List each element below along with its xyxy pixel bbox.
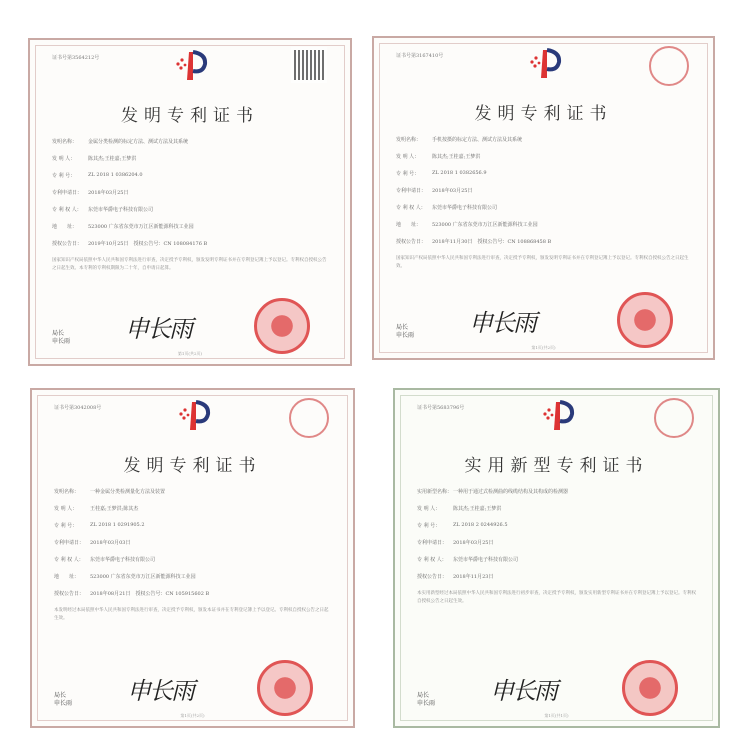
official-seal-icon	[622, 660, 678, 716]
field-value: 2018年08月21日 授权公告号：CN 105915602 B	[90, 591, 210, 597]
signatory-name: 申长雨	[417, 700, 436, 707]
seal-stamp-icon	[654, 398, 694, 438]
field-value: 一种金属分类检测量化方法及装置	[90, 489, 166, 495]
field-value: 东莞市华爵电子科技有限公司	[90, 557, 156, 563]
certificate-text: 本实用新型经过本局依照中华人民共和国专利法进行初步审查，决定授予专利权，颁发实用新型专利证书并在专利登记簿上予以登记。专利权自授权公告之日起生效。	[417, 591, 696, 604]
field-value: ZL 2018 2 0244926.5	[453, 522, 508, 528]
certificate-text: 本发明经过本局依照中华人民共和国专利法进行审查，决定授予专利权，颁发本证书并在专利登记簿上予以登记。专利权自授权公告之日起生效。	[54, 608, 329, 621]
signatory	[396, 324, 414, 340]
signatory-title: 局长	[417, 692, 430, 699]
certificate-text: 国家知识产权局依照中华人民共和国专利法进行审查，决定授予专利权，颁发发明专利证书并在专利登记簿上予以登记。专利权自授权公告之日起生效。本专利的专利权期限为二十年，自申请日起算。	[52, 258, 327, 271]
certificate-field	[396, 153, 691, 160]
signatory-name: 申长雨	[52, 338, 71, 345]
handwritten-signature: 申长雨	[125, 315, 191, 343]
certificate-field	[52, 206, 328, 213]
page-footer: 第1页(共2页)	[177, 351, 203, 356]
field-label: 专 利 号：	[396, 171, 420, 177]
field-label: 发明名称：	[52, 139, 78, 145]
certificate-field	[54, 539, 331, 546]
field-label: 专利申请日：	[54, 540, 85, 546]
field-label: 地 址：	[52, 224, 78, 230]
certificate-field	[52, 189, 328, 196]
patent-office-logo-icon	[175, 398, 211, 432]
certificate-title: 发明专利证书	[121, 106, 259, 126]
signatory	[54, 692, 72, 708]
page-footer: 第1页(共1页)	[544, 713, 569, 718]
certificate-number: 证书号第3042008号	[54, 405, 102, 411]
field-label: 发 明 人：	[417, 506, 441, 512]
patent-office-logo-icon	[172, 48, 208, 82]
field-value: ZL 2018 1 0386204.0	[88, 172, 143, 178]
field-label: 专 利 权 人：	[54, 557, 84, 563]
field-label: 发明名称：	[54, 489, 80, 495]
field-value: 王桂嘉;王梦洪;陈其杰	[90, 506, 139, 512]
certificate-field	[396, 170, 691, 177]
certificate-field	[417, 488, 696, 495]
field-value: 523000 广东省东莞市万江区新能源科技工业园	[432, 222, 538, 228]
certificate-title: 实用新型专利证书	[464, 456, 649, 476]
field-label: 专 利 权 人：	[417, 557, 447, 563]
field-label: 授权公告日：	[417, 574, 448, 580]
certificate-title: 发明专利证书	[123, 456, 262, 476]
seal-stamp-icon	[649, 46, 689, 86]
field-value: 2018年03月03日	[90, 540, 131, 546]
page-footer: 第1页(共2页)	[180, 713, 205, 718]
seal-stamp-icon	[289, 398, 329, 438]
certificate-field	[417, 556, 696, 563]
signatory-title: 局长	[52, 330, 65, 337]
signatory-title: 局长	[396, 324, 409, 331]
field-value: 2018年03月25日	[453, 540, 494, 546]
certificate-field	[54, 505, 331, 512]
field-value: 2018年11月30日 授权公告号：CN 108868458 B	[432, 239, 552, 245]
certificate-field	[417, 505, 696, 512]
field-value: 2018年11月23日	[453, 574, 494, 580]
certificate-field	[54, 573, 331, 580]
certificate-number: 证书号第3564212号	[52, 55, 100, 61]
certificate-field	[396, 187, 691, 194]
certificate-field	[396, 204, 691, 211]
field-value: 523000 广东省东莞市万江区新能源科技工业园	[88, 224, 194, 230]
field-value: 陈其杰;王桂嘉;王梦洪	[432, 154, 481, 160]
patent-office-logo-icon	[526, 46, 562, 80]
field-label: 专利申请日：	[52, 190, 83, 196]
field-value: 东莞市华爵电子科技有限公司	[88, 207, 154, 213]
field-label: 授权公告日：	[54, 591, 85, 597]
qr-code	[294, 50, 324, 80]
official-seal-icon	[617, 292, 673, 348]
patent-certificate	[393, 388, 720, 728]
field-label: 发 明 人：	[52, 156, 76, 162]
signatory-name: 申长雨	[396, 332, 415, 339]
signatory-name: 申长雨	[54, 700, 73, 707]
field-value: ZL 2018 1 0291905.2	[90, 522, 145, 528]
field-label: 实用新型名称：	[417, 489, 453, 495]
field-value: 523000 广东省东莞市万江区新能源科技工业园	[90, 574, 196, 580]
field-label: 授权公告日：	[52, 241, 83, 247]
certificate-field	[54, 590, 331, 597]
certificate-field	[396, 221, 691, 228]
page-footer: 第1页(共2页)	[531, 345, 556, 350]
field-label: 专 利 权 人：	[52, 207, 82, 213]
field-value: 2019年10月25日 授权公告号：CN 108084176 B	[88, 241, 208, 247]
signatory	[417, 692, 435, 708]
field-label: 专 利 号：	[417, 523, 441, 529]
patent-office-logo-icon	[539, 398, 575, 432]
certificate-number: 证书号第5683796号	[417, 405, 465, 411]
certificate-field	[396, 136, 691, 143]
handwritten-signature: 申长雨	[127, 677, 193, 705]
field-label: 专利申请日：	[396, 188, 427, 194]
field-label: 地 址：	[396, 222, 422, 228]
field-value: 东莞市华爵电子科技有限公司	[432, 205, 498, 211]
field-label: 发 明 人：	[396, 154, 420, 160]
official-seal-icon	[257, 660, 313, 716]
field-value: 东莞市华爵电子科技有限公司	[453, 557, 519, 563]
field-value: 一种用于通过式检测曲的线缆结构及其构成的检测器	[453, 489, 569, 495]
certificate-field	[54, 522, 331, 529]
field-label: 授权公告日：	[396, 239, 427, 245]
official-seal-icon	[254, 298, 310, 354]
field-label: 专 利 号：	[54, 523, 78, 529]
certificate-field	[417, 539, 696, 546]
patent-certificate	[28, 38, 352, 366]
patent-certificate	[372, 36, 715, 360]
patent-certificate	[30, 388, 355, 728]
certificate-field	[417, 573, 696, 580]
field-label: 发 明 人：	[54, 506, 78, 512]
signatory	[52, 330, 70, 346]
field-label: 发明名称：	[396, 137, 422, 143]
field-value: 手机按摄的标定方法、测试方法及其系统	[432, 137, 523, 143]
field-value: 2018年03月25日	[88, 190, 129, 196]
certificate-field	[52, 172, 328, 179]
certificate-field	[52, 223, 328, 230]
certificate-field	[54, 556, 331, 563]
field-value: 2018年03月25日	[432, 188, 473, 194]
field-label: 专 利 权 人：	[396, 205, 426, 211]
certificate-field	[52, 138, 328, 145]
field-value: ZL 2018 1 0382656.9	[432, 170, 487, 176]
certificate-text: 国家知识产权局依照中华人民共和国专利法进行审查，决定授予专利权，颁发发明专利证书并在专利登记簿上予以登记。专利权自授权公告之日起生效。	[396, 256, 689, 269]
certificate-field	[54, 488, 331, 495]
certificate-title: 发明专利证书	[474, 104, 613, 124]
field-label: 专利申请日：	[417, 540, 448, 546]
certificate-field	[417, 522, 696, 529]
field-label: 专 利 号：	[52, 173, 76, 179]
field-value: 陈其杰;王桂嘉;王梦洪	[88, 156, 137, 162]
signatory-title: 局长	[54, 692, 67, 699]
field-label: 地 址：	[54, 574, 80, 580]
certificate-number: 证书号第3167410号	[396, 53, 444, 59]
field-value: 陈其杰;王桂嘉;王梦洪	[453, 506, 502, 512]
field-value: 金属分类检测的标定方法、测试方法及其系统	[88, 139, 189, 145]
handwritten-signature: 申长雨	[469, 309, 535, 337]
handwritten-signature: 申长雨	[490, 677, 556, 705]
certificate-field	[396, 238, 691, 245]
certificate-field	[52, 240, 328, 247]
certificate-field	[52, 155, 328, 162]
